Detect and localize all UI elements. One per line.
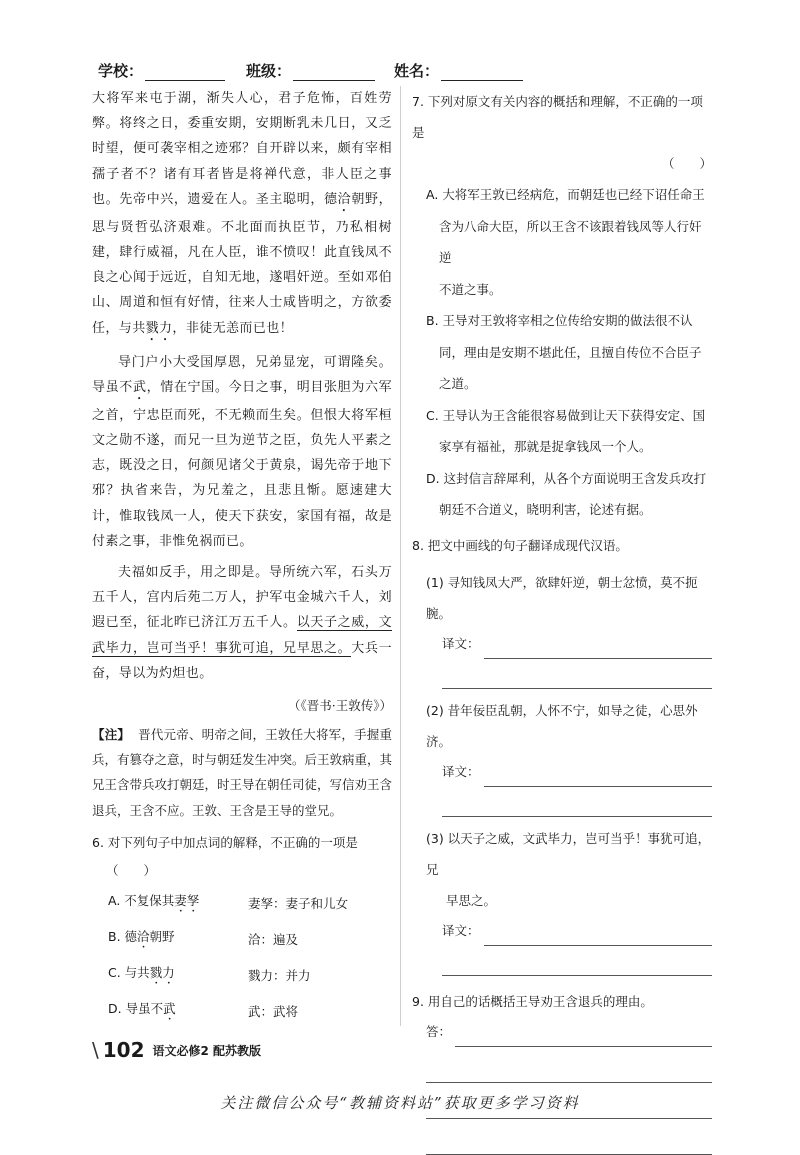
q8-sentence-3: (3) 以天子之威，文武毕力，岂可当乎！事犹可追，兄 早思之。 bbox=[426, 830, 711, 908]
q8-1-answer-line-2[interactable] bbox=[442, 659, 712, 689]
class-blank[interactable] bbox=[293, 62, 375, 81]
q7-option-a[interactable]: A. 大将军王敦已经病危，而朝廷也已经下诏任命王 含为八命大臣，所以王含不该跟着钱凤等人行奸逆 不道之事。 bbox=[426, 187, 705, 297]
q8-stem: 8. 把文中画线的句子翻译成现代汉语。 bbox=[412, 537, 628, 553]
q9-answer-line-4[interactable] bbox=[426, 1119, 712, 1155]
q9-stem: 9. 用自己的话概括王导劝王含退兵的理由。 bbox=[412, 993, 653, 1009]
passage-source: （《晋书·王敦传》） bbox=[288, 698, 392, 714]
name-field bbox=[394, 60, 523, 81]
school-blank[interactable] bbox=[145, 62, 225, 81]
note-tag: 【注】 bbox=[92, 727, 131, 743]
q6-option-b[interactable]: B. 德洽朝野 洽：遍及 bbox=[108, 928, 299, 947]
q9-answer-label: 答： bbox=[426, 1023, 452, 1039]
q6-option-a[interactable]: A. 不复保其妻孥 妻孥：妻子和儿女 bbox=[108, 892, 349, 911]
q9-answer-line-1[interactable] bbox=[455, 1032, 712, 1047]
name-label: 姓名： bbox=[394, 62, 440, 80]
school-label: 学校： bbox=[98, 62, 144, 80]
q8-sentence-2: (2) 昔年佞臣乱朝，人怀不宁，如导之徒，心思外济。 bbox=[426, 702, 698, 749]
q7-stem: 7. 下列对原文有关内容的概括和理解，不正确的一项是 bbox=[412, 94, 703, 140]
q7-option-c[interactable]: C. 王导认为王含能很容易做到让天下获得安定、国 家享有福祉，那就是捉拿钱凤一个人。 bbox=[426, 407, 706, 454]
passage-column bbox=[92, 86, 392, 1029]
watermark-text: 关注微信公众号“教辅资料站”获取更多学习资料 bbox=[220, 1094, 580, 1112]
passage-paragraph-3: 夫福如反手，用之即是。导所统六军，石头万五千人，宫内后苑二万人，护军屯金城六千人，刘遐已至，征北昨已济江万五千人。以天子之威，文武毕力，岂可当乎！事犹可追，兄早思之。大兵一奋，导以为灼炟也。 bbox=[92, 565, 392, 681]
school-field bbox=[98, 60, 225, 81]
book-title: 语文必修2 配苏教版 bbox=[152, 1043, 262, 1058]
column-divider bbox=[400, 86, 401, 1026]
q8-3-answer-label: 译文： bbox=[442, 922, 480, 938]
q6-answer-paren[interactable]: （ ） bbox=[106, 862, 157, 878]
note-text: 晋代元帝、明帝之间，王敦任大将军，手握重兵，有篡夺之意，时与朝廷发生冲突。后王敦病重，其兄王含带兵攻打朝廷，时王导在朝任司徒，写信劝王含退兵，王含不应。王敦、王含是王导的堂兄。 bbox=[92, 727, 393, 818]
passage-paragraph-2: 导门户小大受国厚恩，兄弟显宠，可谓隆矣。导虽不武，情在宁国。今日之事，明目张胆为六军之首，宁忠臣而死，不无赖而生矣。但恨大将军桓文之勋不遂，而兄一旦为逆节之臣，负先人平素之志，既没之日，何颜见诸父于黄泉，谒先帝于地下邪？执省来告，为兄羞之，且悲且惭。愿速建大计，惟取钱凤一人，使天下获安，家国有福，故是付素之事，非惟免祸而已。 bbox=[92, 354, 393, 549]
q7-option-d[interactable]: D. 这封信言辞犀利，从各个方面说明王含发兵攻打 朝廷不合道义，晓明利害，论述有据。 bbox=[426, 470, 707, 517]
q7-answer-paren[interactable]: （ ） bbox=[661, 156, 712, 171]
q8-2-answer-line-2[interactable] bbox=[442, 787, 712, 817]
q7-option-b[interactable]: B. 王导对王敦将宰相之位传给安期的做法很不认 同，理由是安期不堪此任，且擅自传位不合臣子 之道。 bbox=[426, 313, 702, 391]
q8-2-answer-line[interactable] bbox=[484, 772, 712, 787]
page-number: \ 102 bbox=[92, 1038, 145, 1062]
q8-3-answer-line-2[interactable] bbox=[442, 946, 712, 976]
page-footer bbox=[92, 1038, 261, 1062]
questions-column bbox=[412, 86, 712, 1155]
question-8 bbox=[412, 530, 712, 976]
q8-sentence-1: (1) 寻知钱凤大严，欲肆奸逆，朝士忿愤，莫不扼腕。 bbox=[426, 574, 698, 621]
class-label: 班级： bbox=[246, 62, 292, 80]
q6-stem: 6. 对下列句子中加点词的解释，不正确的一项是 bbox=[92, 834, 358, 850]
question-6 bbox=[92, 829, 392, 1029]
q9-answer-line-2[interactable] bbox=[426, 1047, 712, 1083]
underlined-sentence: 以天子之威，文武毕力，岂可当乎！事犹可追，兄早思之。 bbox=[92, 615, 392, 656]
q8-2-answer-label: 译文： bbox=[442, 763, 480, 779]
q8-3-answer-line[interactable] bbox=[484, 931, 712, 946]
annotation-note bbox=[92, 722, 392, 823]
question-7 bbox=[412, 86, 712, 526]
q6-option-d[interactable]: D. 导虽不武 武：武将 bbox=[108, 1000, 299, 1019]
q8-1-answer-line[interactable] bbox=[484, 644, 712, 659]
passage-paragraph-1: 大将军来屯于湖，渐失人心，君子危怖，百姓劳弊。将终之日，委重安期，安期断乳未几日，又乏时望，便可袭宰相之迹邪？自开辟以来，颇有宰相孺子者不？诸有耳者皆是将禅代意，非人臣之事也。先帝中兴，遗爱在人。圣主聪明，德洽朝野，思与贤哲弘济艰难。不北面而执臣节，乃私相树建，肆行威福，凡在人臣，谁不愤叹！此直钱凤不良之心闻于远近，自知无地，遂唱奸逆。至如邓伯山、周道和恒有好情，往来人士咸皆明之，方欲委任，与共戮力，非徒无恙而已也！ bbox=[92, 91, 393, 336]
student-info-header bbox=[98, 60, 738, 86]
class-field bbox=[246, 60, 375, 81]
question-9 bbox=[412, 986, 712, 1155]
q6-option-c[interactable]: C. 与共戮力 戮力：并力 bbox=[108, 964, 311, 983]
name-blank[interactable] bbox=[441, 62, 523, 81]
q8-1-answer-label: 译文： bbox=[442, 635, 480, 651]
